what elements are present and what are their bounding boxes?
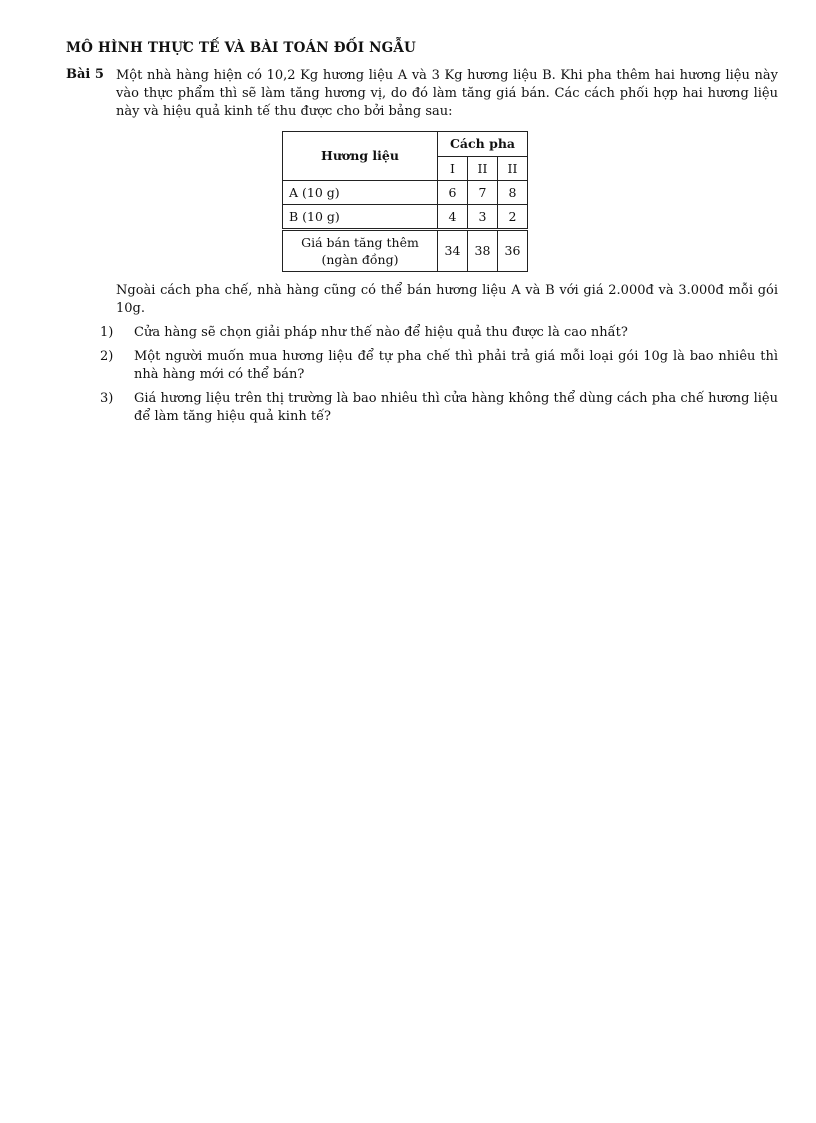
problem-note: Ngoài cách pha chế, nhà hàng cũng có thể bán hương liệu A và B với giá 2.000đ và 3.000đ mỗi gói 10g. (116, 283, 778, 316)
table-row-price (283, 230, 528, 272)
table-cell: 3 (468, 205, 498, 230)
table-header-name: Hương liệu (283, 132, 438, 181)
problem-intro: Một nhà hàng hiện có 10,2 Kg hương liệu A và 3 Kg hương liệu B. Khi pha thêm hai hương liệu này vào thực phẩm thì sẽ làm tăng hương vị, do đó làm tăng giá bán. Các cách phối hợp hai hương liệu này và hiệu quả kinh tế thu được cho bởi bảng sau: (116, 68, 778, 119)
table-cell: 6 (438, 181, 468, 205)
question-number: 2) (100, 349, 114, 364)
mixing-table (282, 131, 528, 272)
problem-block (66, 67, 778, 426)
question-list (100, 324, 778, 426)
table-cell: 36 (498, 230, 528, 272)
question-text: Giá hương liệu trên thị trường là bao nhiêu thì cửa hàng không thể dùng cách pha chế hương liệu để làm tăng hiệu quả kinh tế? (134, 391, 778, 424)
price-label-line2: (ngàn đồng) (321, 252, 399, 267)
table-col-header: I (438, 157, 468, 181)
table-col-header: II (498, 157, 528, 181)
question-text: Cửa hàng sẽ chọn giải pháp như thế nào để hiệu quả thu được là cao nhất? (134, 325, 628, 340)
row-label: A (10 g) (283, 181, 438, 205)
price-row-label (283, 230, 438, 272)
table-cell: 8 (498, 181, 528, 205)
table-row (283, 181, 528, 205)
problem-label: Bài 5 (66, 67, 104, 82)
price-label-line1: Giá bán tăng thêm (301, 235, 419, 250)
table-cell: 7 (468, 181, 498, 205)
table-cell: 4 (438, 205, 468, 230)
row-label: B (10 g) (283, 205, 438, 230)
question-number: 1) (100, 325, 114, 340)
question-item (100, 348, 778, 384)
page-title: MÔ HÌNH THỰC TẾ VÀ BÀI TOÁN ĐỐI NGẪU (66, 40, 417, 56)
problem-body (100, 67, 778, 426)
table-header-group: Cách pha (438, 132, 528, 157)
table-cell: 2 (498, 205, 528, 230)
table-col-header: II (468, 157, 498, 181)
question-item (100, 324, 778, 342)
table-row (283, 205, 528, 230)
question-item (100, 390, 778, 426)
table-cell: 34 (438, 230, 468, 272)
question-number: 3) (100, 391, 114, 406)
question-text: Một người muốn mua hương liệu để tự pha chế thì phải trả giá mỗi loại gói 10g là bao nhiêu thì nhà hàng mới có thể bán? (134, 349, 778, 382)
table-cell: 38 (468, 230, 498, 272)
